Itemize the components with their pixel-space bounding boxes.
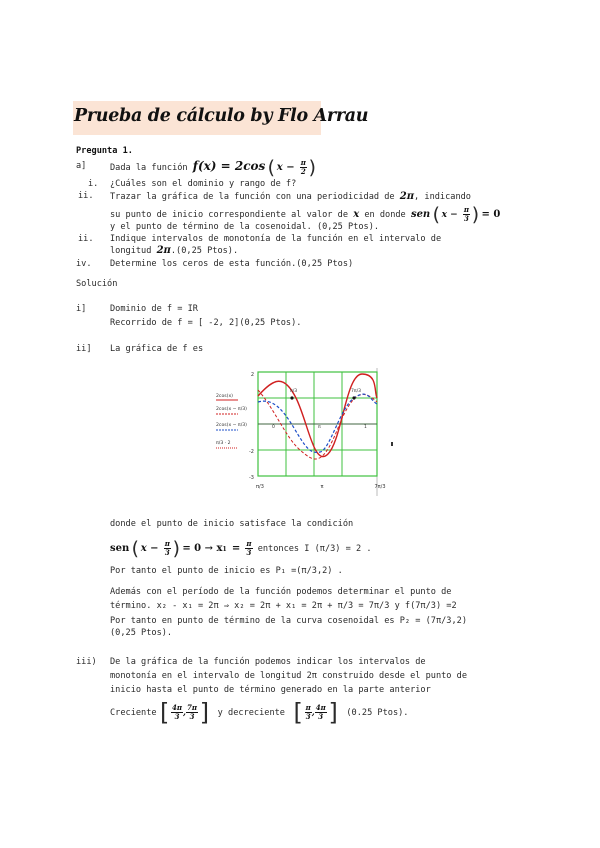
frac-den-4: 3	[246, 548, 252, 557]
pi-over-two	[300, 159, 307, 176]
legend-3: 2cos(x − π/3)	[216, 423, 247, 428]
pregunta-label: Pregunta 1.	[76, 146, 133, 156]
ptos-end: (0.25 Ptos).	[346, 708, 409, 718]
item-a-arg: x −	[276, 162, 295, 173]
item-ii-number: ii.	[78, 191, 94, 201]
frac-den-6: 3	[189, 712, 195, 721]
sen-arg: x −	[441, 210, 458, 220]
inner-label-mid: π	[318, 425, 321, 430]
sen-function: sen	[410, 209, 431, 220]
paren-open-3: (	[129, 537, 141, 560]
item-iv-text: Determine los ceros de esta función.(0,25 Ptos)	[110, 259, 354, 269]
cosine-graph	[214, 368, 394, 496]
frac-pi-3	[305, 704, 312, 721]
sen-bold: sen	[110, 543, 130, 554]
bracket-close-2: ]	[326, 698, 342, 727]
item-i-number: i.	[88, 179, 99, 189]
frac-num-2: π	[463, 205, 470, 214]
frac-den-5: 3	[174, 712, 180, 721]
graph-bg	[214, 368, 394, 496]
inner-label-end: 7π/3	[351, 389, 361, 394]
inner-label-start: π/3	[290, 389, 298, 394]
paren-close-2: )	[470, 203, 482, 226]
inicio-text: Por tanto el punto de inicio es P₁ =(π/3,2) .	[110, 566, 343, 576]
page-title: Prueba de cálculo by Flo Arrau	[74, 106, 369, 126]
point-end	[352, 396, 355, 399]
item-iii-line1: Indique intervalos de monotonía de la función en el intervalo de	[110, 234, 442, 244]
y-tick-top: 2	[250, 372, 254, 378]
frac-num: π	[300, 158, 306, 167]
sol-i-number: i]	[76, 304, 87, 314]
cond-pi-over-three	[164, 540, 171, 557]
condition-text: donde el punto de inicio satisface la condición	[110, 519, 354, 529]
frac-num-6: 7π	[187, 703, 198, 712]
x1-pi-over-three	[245, 540, 252, 557]
legend-1: 2cos(x)	[216, 394, 233, 399]
decreciente-label: decreciente	[228, 708, 285, 718]
item-iii-text2: longitud	[110, 246, 152, 256]
sol-i-line2: Recorrido de f = [ -2, 2](0,25 Ptos).	[110, 318, 302, 328]
frac-4pi-3	[171, 704, 183, 721]
pi-over-three	[463, 206, 470, 223]
y-word: y	[217, 708, 223, 718]
frac-4pi-3-b	[315, 704, 327, 721]
paren-close: )	[306, 156, 319, 179]
item-ii-line1	[110, 191, 471, 203]
sol-ii-text: La gráfica de f es	[110, 344, 204, 354]
item-ii-text2b: en donde	[364, 210, 406, 220]
frac-den-2: 3	[464, 214, 469, 223]
item-ii-line3: y el punto de término de la cosenoidal. (0,25 Ptos).	[110, 222, 380, 232]
equals-zero: = 0	[481, 209, 501, 220]
item-iv-number: iv.	[76, 259, 92, 269]
item-ii-text1: Trazar la gráfica de la función con una periodicidad de	[110, 192, 395, 202]
item-iii-number: ii.	[78, 234, 94, 244]
condition-equation	[110, 538, 372, 560]
creciente-label: Creciente	[110, 708, 157, 718]
paren-close-3: )	[170, 537, 183, 560]
entonces-text: entonces I (π/3) = 2 .	[257, 544, 372, 554]
arrow-x1: = 0 → x	[182, 543, 223, 554]
x-tick-left: π/3	[256, 484, 264, 490]
sol-i-line1: Dominio de f = IR	[110, 304, 198, 314]
item-iii-text2b: .(0,25 Ptos).	[170, 246, 239, 256]
x-tick-right: 7π/3	[374, 484, 386, 490]
equals-sign: =	[231, 543, 241, 554]
item-a-statement	[110, 156, 319, 179]
legend-4: π/3 · 2	[216, 441, 231, 446]
comma-1: ,	[183, 708, 187, 718]
monotonia-intervals	[110, 700, 408, 726]
bracket-open-1: [	[156, 698, 172, 727]
two-pi-2: 2π	[156, 245, 171, 256]
item-i-text: ¿Cuáles son el dominio y rango de f?	[110, 179, 297, 189]
item-iii-line2	[110, 245, 238, 257]
inner-label-one: 1	[364, 425, 367, 430]
point-start	[290, 396, 293, 399]
sol-iii-line1: De la gráfica de la función podemos indicar los intervalos de	[110, 657, 426, 667]
y-tick-mid: -2	[249, 449, 254, 455]
solucion-label: Solución	[76, 279, 118, 289]
frac-den-8: 3	[318, 712, 324, 721]
termino-line1: Por tanto en punto de término de la curva cosenoidal es P₂ = (7π/3,2)	[110, 616, 467, 626]
sol-ii-number: ii]	[76, 344, 92, 354]
two-pi: 2π	[399, 191, 415, 202]
comma-2: ,	[311, 708, 315, 718]
frac-num-3: π	[164, 539, 170, 548]
periodo-line2: término. x₂ - x₁ = 2π ⇒ x₂ = 2π + x₁ = 2π + π/3 = 7π/3 y f(7π/3) =2	[110, 601, 457, 611]
frac-7pi-3	[186, 704, 198, 721]
sol-iii-line3: inicio hasta el punto de término generado en la parte anterior	[110, 685, 431, 695]
item-ii-text2: su punto de inicio correspondiente al valor de	[110, 210, 348, 220]
termino-line2: (0,25 Ptos).	[110, 628, 173, 638]
frac-num-4: π	[246, 539, 252, 548]
bracket-open-2: [	[290, 698, 305, 727]
frac-num-7: π	[305, 703, 311, 712]
item-ii-line2	[110, 203, 501, 226]
cond-arg: x −	[140, 543, 159, 554]
frac-den-3: 3	[164, 548, 170, 557]
x-tick-mid: π	[320, 484, 324, 490]
periodo-line1: Además con el período de la función podemos determinar el punto de	[110, 587, 452, 597]
item-a-function: f(x) = 2cos	[192, 159, 266, 173]
x-variable: x	[353, 209, 360, 220]
frac-num-5: 4π	[172, 703, 183, 712]
paren-open-2: (	[430, 203, 442, 226]
sol-iii-number: iii)	[76, 657, 97, 667]
paren-open: (	[265, 156, 277, 179]
frac-den-7: 3	[305, 712, 311, 721]
frac-den: 2	[300, 167, 306, 176]
legend-2: 2cos(x − π/3)	[216, 407, 247, 412]
x1-subscript: 1	[222, 546, 227, 553]
item-a-text: Dada la función	[110, 163, 188, 173]
item-ii-text1b: , indicando	[414, 192, 471, 202]
inner-label-zero: 0	[272, 425, 275, 430]
item-a-number: a]	[76, 161, 87, 171]
sol-iii-line2: monotonía en el intervalo de longitud 2π construido desde el punto de	[110, 671, 467, 681]
bracket-close-1: ]	[198, 698, 213, 727]
y-tick-bottom: -3	[249, 475, 254, 481]
frac-num-8: 4π	[315, 703, 326, 712]
